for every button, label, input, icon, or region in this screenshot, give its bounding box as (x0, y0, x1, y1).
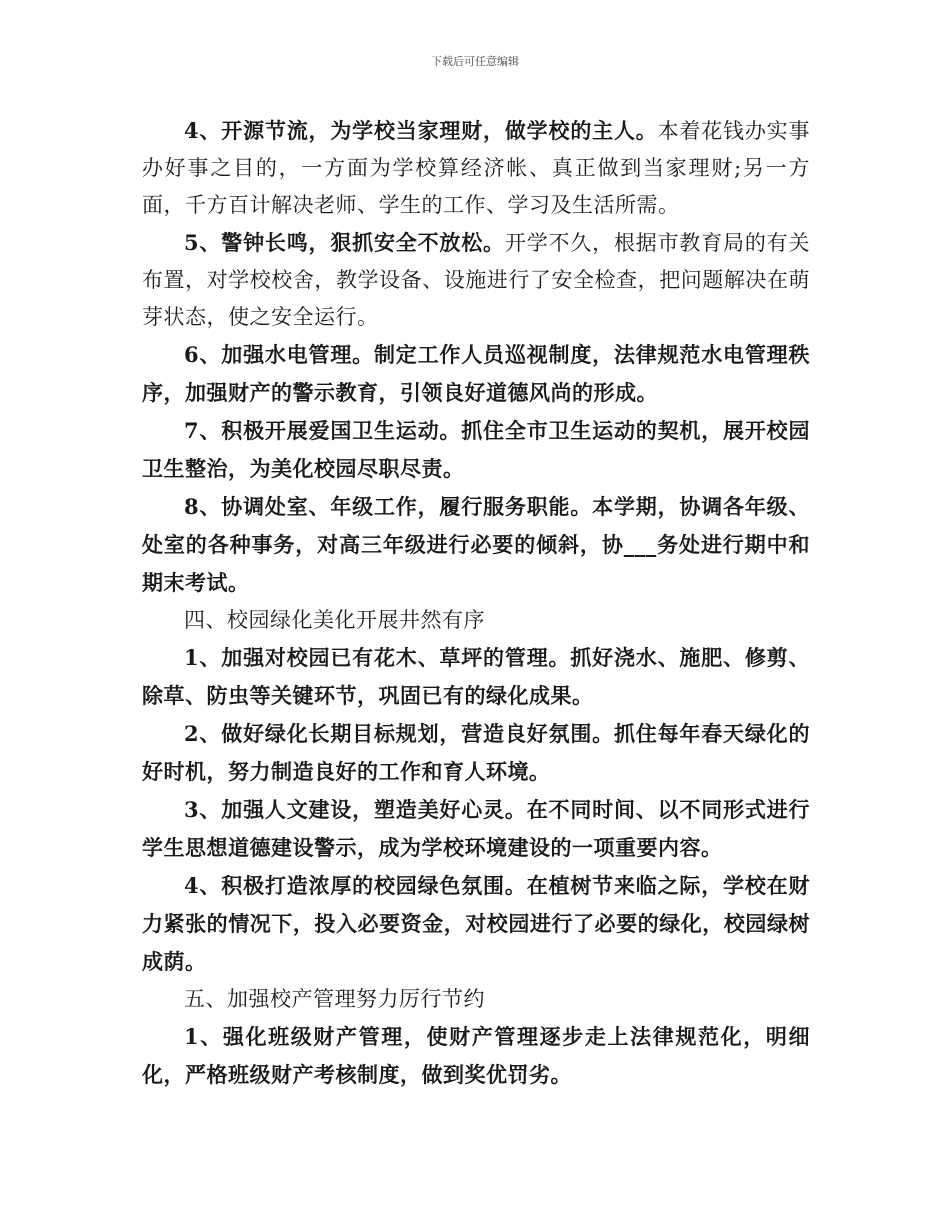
paragraph (142, 791, 810, 867)
paragraph (142, 336, 810, 412)
paragraph (142, 112, 810, 224)
paragraph (142, 488, 810, 602)
paragraph (142, 867, 810, 981)
paragraph (142, 1018, 810, 1094)
paragraph-lead: 6、加强水电管理。制定工作人员巡视制度，法律规范水电管理秩序，加强财产的警示教育，引领良好道德风尚的形成。 (142, 342, 810, 405)
paragraph-lead: 1、加强对校园已有花木、草坪的管理。抓好浇水、施肥、修剪、除草、防虫等关键环节，巩固已有的绿化成果。 (142, 645, 810, 708)
paragraph-lead: 8、协调处室、年级工作，履行服务职能。本学期，协调各年级、处室的各种事务，对高三年级进行必要的倾斜，协___务处进行期中和期末考试。 (142, 494, 810, 595)
paragraph-lead: 4、开源节流，为学校当家理财，做学校的主人。 (184, 118, 658, 143)
paragraph (142, 412, 810, 488)
section-heading-text: 五、加强校产管理努力厉行节约 (184, 987, 485, 1011)
paragraph (142, 715, 810, 791)
paragraph-text: 本着花钱办实事办好事之目的，一方面为学校算经济帐、真正做到当家理财;另一方面，千方百计解决老师、学生的工作、学习及生活所需。 (142, 119, 810, 217)
page-header: 下载后可任意编辑 (431, 55, 519, 68)
section-heading-text: 四、校园绿化美化开展井然有序 (184, 608, 485, 632)
paragraph-lead: 5、警钟长鸣，狠抓安全不放松。 (184, 230, 505, 255)
paragraph-lead: 4、积极打造浓厚的校园绿色氛围。在植树节来临之际，学校在财力紧张的情况下，投入必要资金，对校园进行了必要的绿化，校园绿树成荫。 (142, 873, 810, 974)
document-body (142, 112, 810, 1094)
paragraph (142, 639, 810, 715)
section-heading (142, 602, 810, 639)
paragraph-text: 开学不久，根据市教育局的有关布置，对学校校舍，教学设备、设施进行了安全检查，把问题解决在萌芽状态，使之安全运行。 (142, 231, 810, 329)
paragraph-lead: 1、强化班级财产管理，使财产管理逐步走上法律规范化，明细化，严格班级财产考核制度，做到奖优罚劣。 (142, 1024, 810, 1087)
paragraph-lead: 7、积极开展爱国卫生运动。抓住全市卫生运动的契机，展开校园卫生整治，为美化校园尽职尽责。 (142, 418, 810, 481)
paragraph (142, 224, 810, 336)
paragraph-lead: 3、加强人文建设，塑造美好心灵。在不同时间、以不同形式进行学生思想道德建设警示，成为学校环境建设的一项重要内容。 (142, 797, 810, 860)
paragraph-lead: 2、做好绿化长期目标规划，营造良好氛围。抓住每年春天绿化的好时机，努力制造良好的工作和育人环境。 (142, 721, 810, 784)
section-heading (142, 981, 810, 1018)
